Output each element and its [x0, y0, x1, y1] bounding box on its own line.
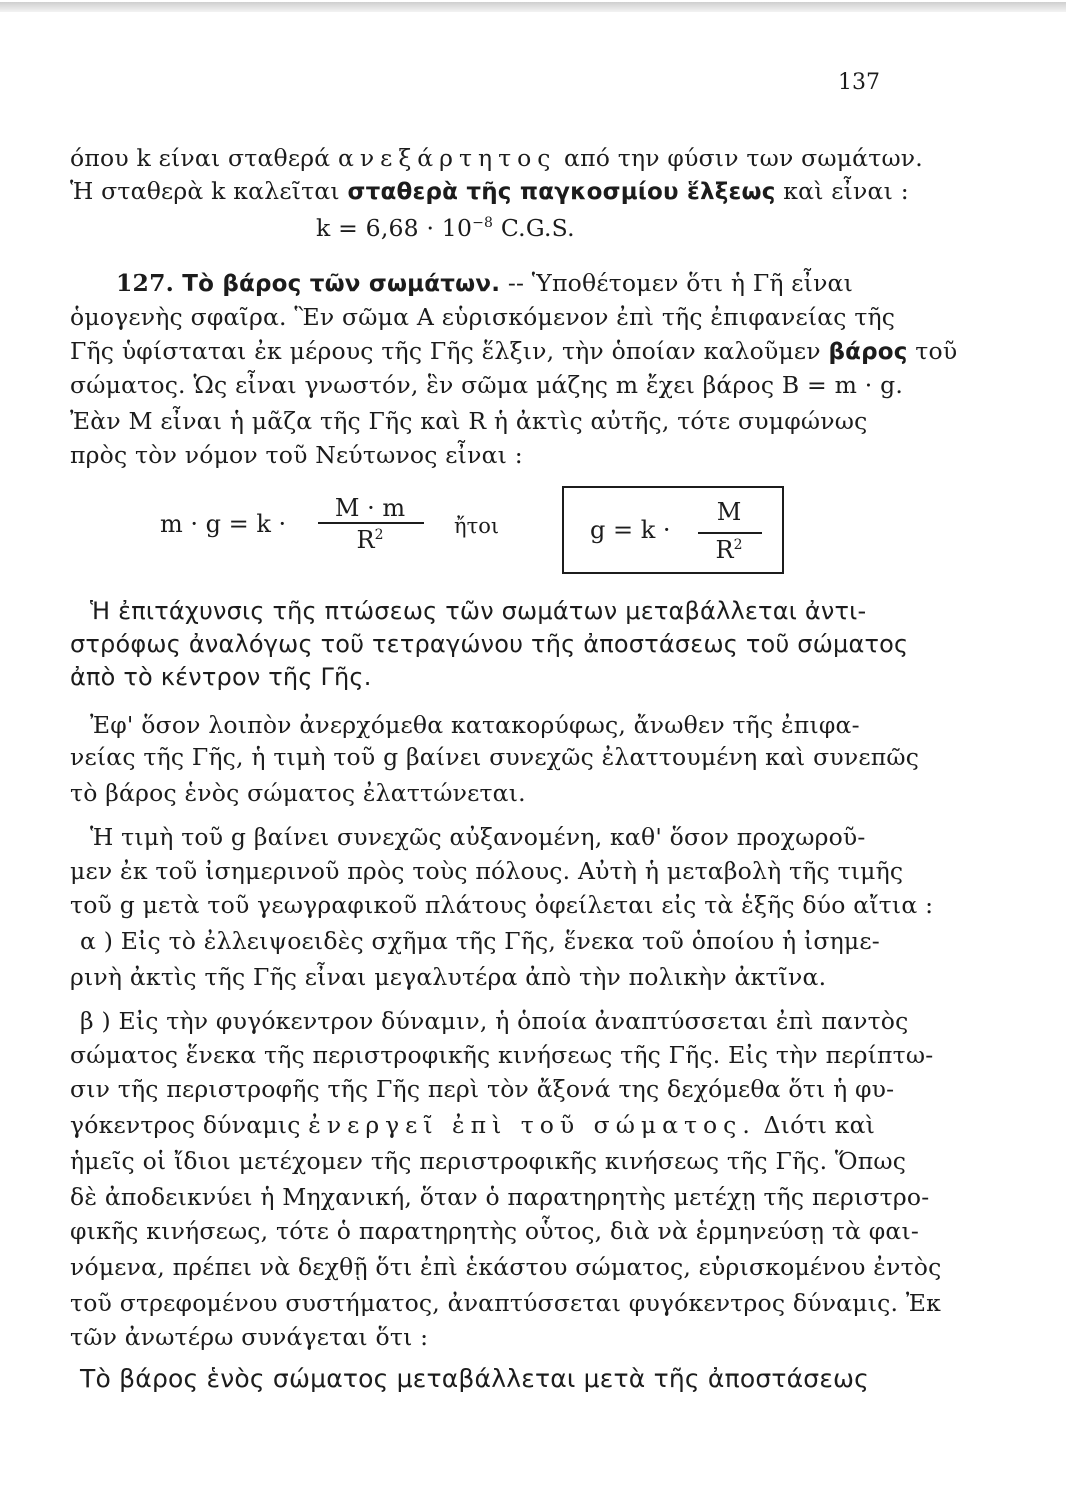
text-line: σώματος. Ὡς εἶναι γνωστόν, ἓν σῶμα μάζης m ἔχει βάρος Β = m · g.: [70, 371, 904, 399]
text-line: φικῆς κινήσεως, τότε ὁ παρατηρητὴς οὗτος, διὰ νὰ ἑρμηνεύσῃ τὰ φαι-: [70, 1217, 920, 1245]
text-line: ρινὴ ἀκτὶς τῆς Γῆς εἶναι μεγαλυτέρα ἀπὸ τὴν πολικὴν ἀκτῖνα.: [70, 963, 827, 991]
text-line: τοῦ στρεφομένου συστήματος, ἀναπτύσσεται φυγόκεντρος δύναμις. Ἐκ: [70, 1289, 941, 1317]
constant-formula: $k = 6,68 \cdot 10^{-8}$ C.G.S.: [316, 213, 575, 242]
text-line: ὁμογενὴς σφαῖρα. Ἓν σῶμα Α εὑρισκόμενον ἐπὶ τῆς ἐπιφανείας τῆς: [70, 303, 896, 331]
formula-left-denominator: $R^2$: [356, 526, 384, 554]
scan-edge: [0, 2, 1066, 12]
text-line: όπου k είναι σταθερά ανεξάρτητος από την φύσιν των σωμάτων.: [70, 144, 923, 172]
formula-connector: ἤτοι: [454, 514, 500, 538]
fraction-bar: [318, 522, 424, 524]
section-heading: 127. Τὸ βάρος τῶν σωμάτων. -- Ὑποθέτομεν ὅτι ἡ Γῆ εἶναι: [116, 269, 854, 297]
text-line: α ) Εἰς τὸ ἐλλειψοειδὲς σχῆμα τῆς Γῆς, ἕνεκα τοῦ ὁποίου ἡ ἰσημε-: [80, 927, 880, 955]
text-line: Ἐὰν Μ εἶναι ἡ μᾶζα τῆς Γῆς καὶ R ἡ ἀκτὶς αὐτῆς, τότε συμφώνως: [70, 407, 868, 435]
text-line: Ἡ ἐπιτάχυνσις τῆς πτώσεως τῶν σωμάτων μεταβάλλεται ἀντι-: [90, 597, 867, 625]
text-line: μεν ἐκ τοῦ ἰσημερινοῦ πρὸς τοὺς πόλους. Αὐτὴ ἡ μεταβολὴ τῆς τιμῆς: [70, 857, 904, 885]
text-line: Ἡ σταθερὰ k καλεῖται σταθερὰ τῆς παγκοσμίου ἕλξεως καὶ εἶναι :: [70, 177, 909, 205]
text-line: Τὸ βάρος ἑνὸς σώματος μεταβάλλεται μετὰ τῆς ἀποστάσεως: [80, 1364, 870, 1393]
text-line: νόμενα, πρέπει νὰ δεχθῇ ὅτι ἐπὶ ἑκάστου σώματος, εὑρισκομένου ἐντὸς: [70, 1253, 942, 1281]
text-line: τὸ βάρος ἑνὸς σώματος ἐλαττώνεται.: [70, 779, 526, 807]
text-line: σώματος ἕνεκα τῆς περιστροφικῆς κινήσεως τῆς Γῆς. Εἰς τὴν περίπτω-: [70, 1041, 934, 1069]
text-line: πρὸς τὸν νόμον τοῦ Νεύτωνος εἶναι :: [70, 441, 523, 469]
text-line: ἀπὸ τὸ κέντρον τῆς Γῆς.: [70, 663, 372, 691]
formula-left-lhs: m · g = k ·: [160, 510, 287, 538]
formula-left-numerator: M · m: [334, 494, 406, 522]
text-line: β ) Εἰς τὴν φυγόκεντρον δύναμιν, ἡ ὁποία ἀναπτύσσεται ἐπὶ παντὸς: [80, 1007, 909, 1035]
text-line: Γῆς ὑφίσταται ἐκ μέρους τῆς Γῆς ἕλξιν, τὴν ὁποίαν καλοῦμεν βάρος τοῦ: [70, 337, 958, 365]
text-line: Ἐφ' ὅσον λοιπὸν ἀνερχόμεθα κατακορύφως, ἄνωθεν τῆς ἐπιφα-: [90, 711, 860, 739]
page-number: 137: [838, 70, 880, 95]
text-line: τοῦ g μετὰ τοῦ γεωγραφικοῦ πλάτους ὀφείλεται εἰς τὰ ἑξῆς δύο αἴτια :: [70, 891, 934, 919]
box-formula-numerator: M: [716, 498, 742, 526]
text-line: ἡμεῖς οἱ ἴδιοι μετέχομεν τῆς περιστροφικῆς κινήσεως τῆς Γῆς. Ὅπως: [70, 1147, 907, 1175]
text-line: δὲ ἀποδεικνύει ἡ Μηχανική, ὅταν ὁ παρατηρητὴς μετέχῃ τῆς περιστρο-: [70, 1183, 930, 1211]
text-line: τῶν ἀνωτέρω συνάγεται ὅτι :: [70, 1323, 429, 1351]
text-line: νείας τῆς Γῆς, ἡ τιμὴ τοῦ g βαίνει συνεχῶς ἐλαττουμένη καὶ συνεπῶς: [70, 743, 920, 771]
text-line: γόκεντρος δύναμις ἐνεργεῖ ἐπὶ τοῦ σώματος. Διότι καὶ: [70, 1111, 876, 1139]
fraction-bar: [698, 532, 762, 534]
box-formula-denominator: $R^2$: [715, 536, 743, 564]
text-line: Ἡ τιμὴ τοῦ g βαίνει συνεχῶς αὐξανομένη, καθ' ὅσον προχωροῦ-: [90, 823, 866, 851]
text-line: στρόφως ἀναλόγως τοῦ τετραγώνου τῆς ἀποστάσεως τοῦ σώματος: [70, 630, 909, 658]
box-formula-lhs: g = k ·: [590, 516, 671, 544]
text-line: σιν τῆς περιστροφῆς τῆς Γῆς περὶ τὸν ἄξονά της δεχόμεθα ὅτι ἡ φυ-: [70, 1075, 895, 1103]
